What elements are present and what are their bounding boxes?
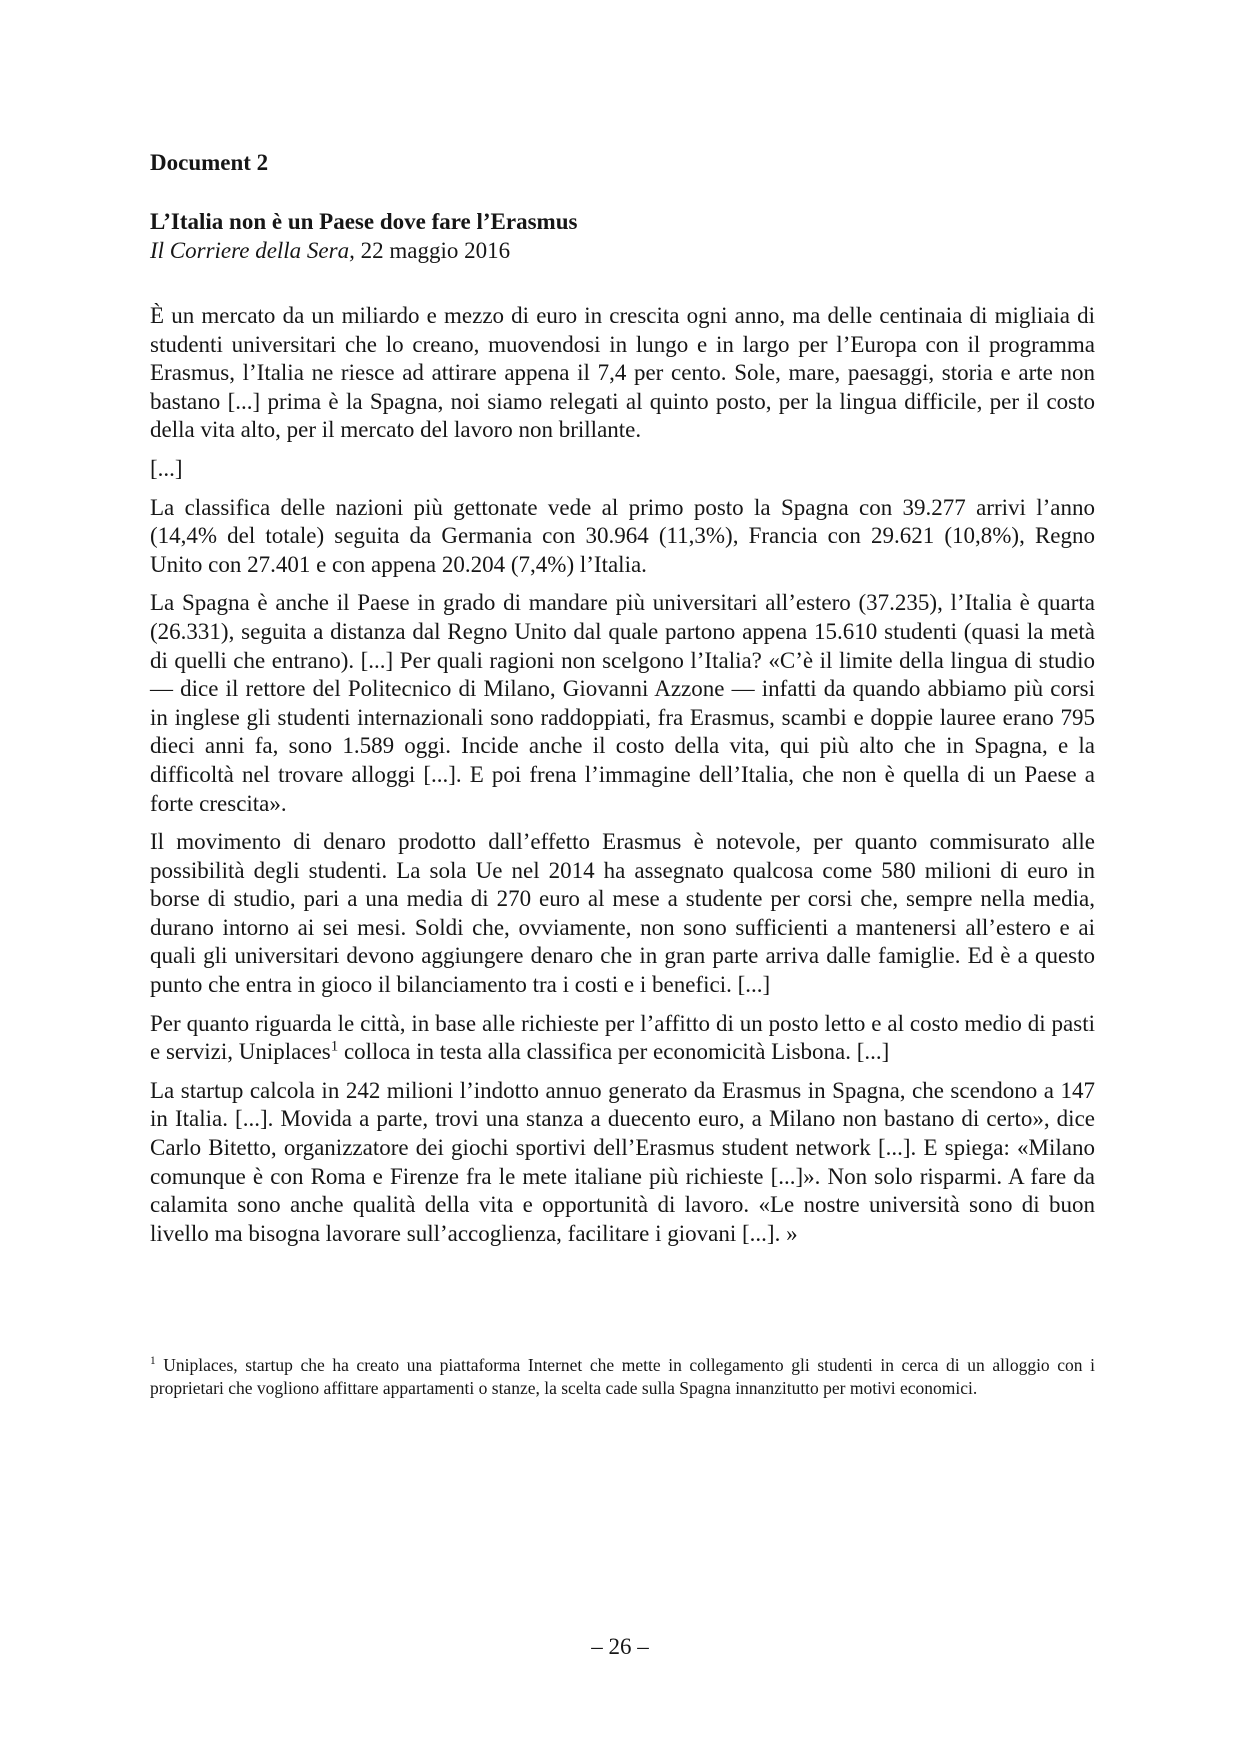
paragraph-1: È un mercato da un miliardo e mezzo di euro in crescita ogni anno, ma delle centinaia di migliaia di studenti universitari che lo creano, muovendosi in lungo e in largo per l’Europa con il programma Erasmus, l’Italia ne riesce ad attirare appena il 7,4 per cento. Sole, mare, paesaggi, storia e arte non bastano [...] prima è la Spagna, noi siamo relegati al quinto posto, per la lingua difficile, per il costo della vita alto, per il mercato del lavoro non brillante. bbox=[150, 303, 1095, 443]
publication-date: 22 maggio 2016 bbox=[360, 238, 511, 263]
document-label: Document 2 bbox=[150, 150, 269, 175]
paragraph-6 bbox=[150, 1010, 1095, 1067]
paragraph-6-text: Per quanto riguarda le città, in base alle richieste per l’affitto di un posto letto e al costo medio di pasti e servizi, Uniplaces bbox=[150, 1010, 1095, 1065]
footnote bbox=[150, 1354, 1095, 1399]
page-number: – 26 – bbox=[591, 1634, 649, 1659]
article-title: L’Italia non è un Paese dove fare l’Erasmus bbox=[150, 209, 578, 234]
paragraph-5: Il movimento di denaro prodotto dall’effetto Erasmus è notevole, per quanto commisurato alle possibilità degli studenti. La sola Ue nel 2014 ha assegnato qualcosa come 580 milioni di euro in borse di studio, pari a una media di 270 euro al mese a studente per corsi che, sempre nella media, durano intorno ai sei mesi. Soldi che, ovviamente, non sono sufficienti a mantenersi all’estero e ai quali gli universitari devono aggiungere denaro che in gran parte arriva dalle famiglie. Ed è a questo punto che entra in gioco il bilanciamento tra i costi e i benefici. [...] bbox=[150, 829, 1095, 998]
footnote-marker: 1 bbox=[150, 1355, 156, 1368]
paragraph-4: La Spagna è anche il Paese in grado di mandare più universitari all’estero (37.235), l’Italia è quarta (26.331), seguita a distanza dal Regno Unito dal quale partono appena 15.610 studenti (quasi la metà di quelli che entrano). [...] Per quali ragioni non scelgono l’Italia? «C’è il limite della lingua di studio — dice il rettore del Politecnico di Milano, Giovanni Azzone — infatti da quando abbiamo più corsi in inglese gli studenti internazionali sono raddoppiati, fra Erasmus, scambi e doppie lauree erano 795 dieci anni fa, sono 1.589 oggi. Incide anche il costo della vita, qui più alto che in Spagna, e la difficoltà nel trovare alloggi [...]. E poi frena l’immagine dell’Italia, che non è quella di un Paese a forte crescita». bbox=[150, 590, 1095, 816]
paragraph-6-text-end: colloca in testa alla classifica per economicità Lisbona. [...] bbox=[338, 1039, 890, 1065]
article-body bbox=[150, 302, 1095, 1258]
paragraph-7: La startup calcola in 242 milioni l’indotto annuo generato da Erasmus in Spagna, che scendono a 147 in Italia. [...]. Movida a parte, trovi una stanza a duecento euro, a Milano non bastano di certo», dice Carlo Bitetto, organizzatore dei giochi sportivi dell’Erasmus student network [...]. E spiega: «Milano comunque è con Roma e Firenze fra le mete italiane più richieste [...]». Non solo risparmi. A fare da calamita sono anche qualità della vita e opportunità di lavoro. «Le nostre università sono di buon livello ma bisogna lavorare sull’accoglienza, facilitare i giovani [...]. » bbox=[150, 1077, 1095, 1246]
publication-name: Il Corriere della Sera, bbox=[150, 238, 355, 263]
footnote-reference: 1 bbox=[330, 1038, 339, 1055]
article-source bbox=[150, 236, 510, 266]
paragraph-3: La classifica delle nazioni più gettonate vede al primo posto la Spagna con 39.277 arrivi l’anno (14,4% del totale) seguita da Germania con 30.964 (11,3%), Francia con 29.621 (10,8%), Regno Unito con 27.401 e con appena 20.204 (7,4%) l’Italia. bbox=[150, 494, 1095, 577]
paragraph-ellipsis: [...] bbox=[150, 455, 183, 481]
footnote-text: Uniplaces, startup che ha creato una piattaforma Internet che mette in collegamento gli studenti in cerca di un alloggio con i proprietari che vogliono affittare appartamenti o stanze, la scelta cade sulla Spagna innanzitutto per motivi economici. bbox=[150, 1355, 1095, 1398]
